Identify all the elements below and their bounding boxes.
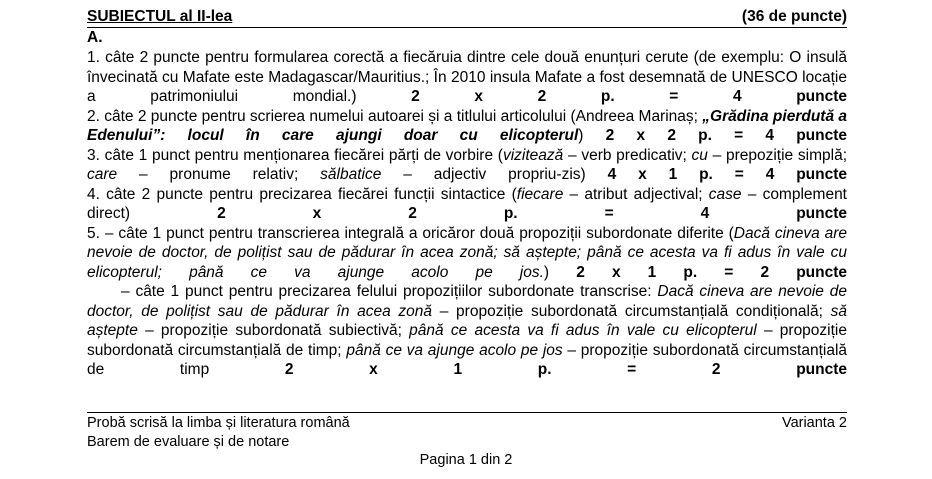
subject-points: (36 de puncte)	[741, 8, 847, 25]
item-4-text: – complement direct)	[87, 185, 847, 222]
item-5a-text: 5. – câte 1 punct pentru transcrierea integrală a oricăror două propoziții subordonate diferite (	[87, 224, 734, 242]
item-4-score: 2 x 2 p. = 4 puncte	[217, 205, 848, 222]
item-5b-quote: până ce acesta va fi adus în vale cu elicopterul	[409, 322, 757, 339]
item-3-text: – adjectiv propriu-zis)	[381, 166, 586, 183]
item-5b-text: – propoziție subordonată circumstanțială de timp;	[87, 322, 847, 359]
item-3-text: – prepoziție simplă;	[707, 146, 847, 164]
subject-title: SUBIECTUL al II-lea	[87, 8, 233, 25]
item-4-word: case	[708, 185, 742, 203]
item-5a-score: 2 x 1 p. = 2 puncte	[576, 263, 847, 281]
item-3-text: 3. câte 1 punct pentru menționarea fiecărei părți de vorbire (	[87, 146, 503, 164]
item-5a	[87, 224, 847, 283]
subject-header	[87, 8, 847, 28]
item-5b-score: 2 x 1 p. = 2 puncte	[284, 361, 847, 378]
item-5b-text: – câte 1 punct pentru precizarea felului propozițiilor subordonate transcrise:	[121, 283, 658, 300]
barem-label: Barem de evaluare și de notare	[87, 434, 290, 450]
item-2	[87, 107, 847, 146]
item-3-word: sălbatice	[320, 166, 382, 183]
item-5b-quote: să aștepte	[87, 302, 847, 339]
item-4-text: 4. câte 2 puncte pentru precizarea fiecărei funcții sintactice (	[87, 185, 517, 203]
item-3-word: care	[87, 166, 118, 183]
section-label: A.	[87, 29, 103, 46]
item-1-text: 1. câte 2 puncte pentru formularea corectă a fiecăruia dintre cele două enunțuri cerute (de exemplu: O insulă învecinată cu Mafate este Madagascar/Mauritius.; În 2010 insula Mafate a fost desemnată de UNESCO locație a patrimoniului mondial.)	[87, 49, 847, 105]
item-5b-text: – propoziție subordonată circumstanțială de timp	[87, 341, 848, 378]
item-5b-text: – propoziție subordonată circumstanțială condițională;	[432, 302, 831, 320]
item-5a-quote: Dacă cineva are nevoie de doctor, de polițist sau de pădurar în acea zonă; să aștepte; până ce acesta va fi adus în vale cu elicopterul; până ce va ajunge acolo pe jos.	[87, 224, 847, 281]
item-5b-quote: Dacă cineva are nevoie de doctor, de polițist sau de pădurar în acea zonă	[87, 283, 847, 320]
item-4-text: – atribut adjectival;	[563, 185, 709, 203]
item-3-word: cu	[691, 146, 708, 164]
item-5a-text-end: )	[543, 263, 550, 281]
item-1-score: 2 x 2 p. = 4 puncte	[411, 88, 848, 105]
item-1	[87, 48, 847, 107]
item-2-score: 2 x 2 p. = 4 puncte	[605, 127, 847, 144]
item-5b-text: – propoziție subordonată subiectivă;	[137, 322, 410, 339]
item-5b-quote: până ce va ajunge acolo pe jos	[346, 341, 563, 359]
item-3-word: vizitează	[502, 146, 564, 164]
item-5b	[87, 282, 847, 380]
item-2-text-end: )	[578, 127, 584, 144]
item-2-text: 2. câte 2 puncte pentru scrierea numelui autoarei și a titlului articolului (Andreea Marinaș;	[87, 107, 703, 125]
exam-name: Probă scrisă la limba și literatura română	[87, 415, 350, 431]
item-3-score: 4 x 1 p. = 4 puncte	[607, 166, 847, 183]
article-title: „Grădina pierdută a Edenului”: locul în care ajungi doar cu elicopterul	[87, 107, 847, 144]
item-4	[87, 185, 847, 224]
item-3-text: – pronume relativ;	[117, 166, 321, 183]
page-number: Pagina 1 din 2	[419, 452, 513, 468]
footer	[87, 414, 847, 452]
footer-divider	[87, 412, 847, 413]
item-4-word: fiecare	[516, 185, 564, 203]
variant-label: Varianta 2	[781, 415, 847, 431]
item-3-text: – verb predicativ;	[563, 146, 692, 164]
item-3	[87, 146, 847, 185]
document-body	[87, 8, 847, 380]
